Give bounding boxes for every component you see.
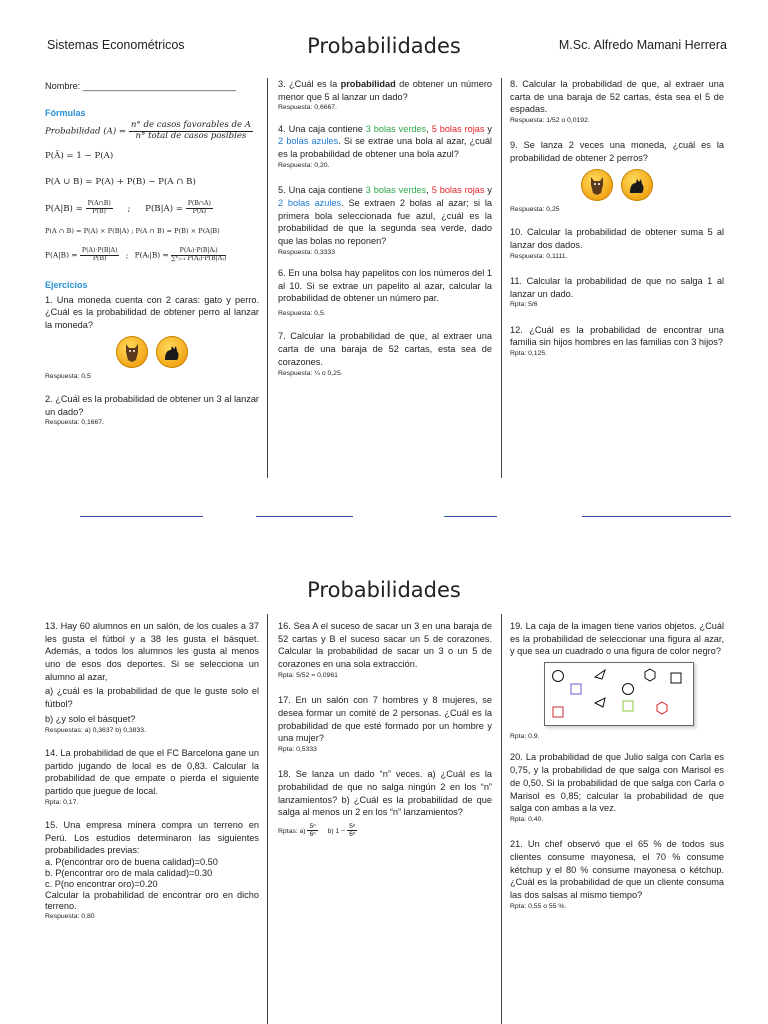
- formula-conditional: P(A|B) = $\frac{P(A\cap B)}{P(B)}$ ; P(B|A) = $\frac{P(B\cap A)}{P(A)}$: [45, 199, 211, 215]
- question-13a: a) ¿cuál es la probabilidad de que le guste solo el fútbol?: [45, 686, 259, 710]
- answer-4: Respuesta: 0,20.: [278, 161, 330, 169]
- column-5: [278, 620, 492, 839]
- question-14: 14. La probabilidad de que el FC Barcelona gane un partido jugando de local es de 0,83. Calcular la probabilidad de que empate o pierda el siguiente partido que juegue de local.: [45, 747, 259, 796]
- question-4: 4. Una caja contiene 3 bolas verdes, 5 bolas rojas y 2 bolas azules. Si se extrae una bola al azar, ¿cuál es la probabilidad de obtener una bola azul?: [278, 123, 493, 160]
- triangle-black-icon: [593, 695, 607, 709]
- question-3: 3. ¿Cuál es la probabilidad de obtener un número menor que 5 al lanzar un dado?: [278, 79, 492, 102]
- question-17: 17. En un salón con 7 hombres y 8 mujeres, se desea formar un comité de 2 personas. ¿Cuál es la probabilidad de que esté formado por un hombre y una mujer?: [278, 695, 492, 744]
- answer-7: Respuesta: ¼ o 0,25.: [278, 369, 343, 377]
- answer-3: Respuesta: 0,6667.: [278, 104, 337, 112]
- question-16: 16. Sea A el suceso de sacar un 3 en una baraja de 52 cartas y B el suceso sacar un 5 de corazones. Calcular la probabilidad de sacar un 3 o un 5 de corazones en una sola extracción.: [278, 621, 492, 670]
- answer-19: Rpta: 0,9.: [510, 733, 540, 741]
- formula-union: P(A ∪ B) = P(A) + P(B) − P(A ∩ B): [45, 176, 196, 187]
- answer-20: Rpta: 0,40.: [510, 815, 544, 823]
- question-2: 2. ¿Cuál es la probabilidad de obtener un 3 al lanzar un dado?: [45, 393, 259, 417]
- answer-1: Respuesta: 0,5: [45, 372, 91, 380]
- answer-18: Rptas: a) $\frac{\text{5ⁿ}}{\text{6ⁿ}}$ b) 1 − $\frac{\text{5ⁿ}}{\text{6ⁿ}}$: [278, 823, 356, 839]
- divider-top-1: [267, 78, 268, 478]
- page-title: Probabilidades: [307, 34, 461, 58]
- answer-16: Rpta: 5/52 = 0,0961: [278, 671, 338, 679]
- question-15c: c. P(no encontrar oro)=0.20: [45, 879, 158, 890]
- formula-complement: P(Ā) = 1 − P(A): [45, 151, 114, 161]
- blank-line-2: [256, 516, 353, 517]
- answer-11: Rpta: 5/6: [510, 301, 538, 309]
- square-red-icon: [551, 705, 565, 719]
- formula-classical: Probabilidad (A) = $\frac{\text{n° de casos favorables de A}}{\text{n° total de casos posibles}}$: [45, 120, 251, 141]
- formulas-heading: Fórmulas: [45, 107, 86, 118]
- column-3: [510, 78, 724, 358]
- divider-top-2: [501, 78, 502, 478]
- triangle-black-icon: [593, 667, 607, 681]
- question-18: 18. Se lanza un dado “n” veces. a) ¿Cuál es la probabilidad de que no salga ningún 2 en los “n” lanzamientos? b) ¿Cuál es la probabilidad de que salga al menos un 2 en los “n” lanzamientos?: [278, 769, 492, 818]
- answer-9: Respuesta: 0,25: [510, 205, 560, 213]
- name-field-label: Nombre: ______________________________: [45, 81, 237, 91]
- question-8: 8. Calcular la probabilidad de que, al extraer una carta de una baraja de 52 cartas, ésta sea el 5 de espadas.: [510, 79, 724, 115]
- blank-line-4: [582, 516, 731, 517]
- question-12: 12. ¿Cuál es la probabilidad de encontrar una familia sin hijos hombres en las familias con 3 hijos?: [510, 324, 724, 348]
- question-13b: b) ¿y solo el básquet?: [45, 713, 136, 724]
- formula-multiplication: P(A ∩ B) = P(A) × P(B|A) ; P(A ∩ B) = P(B) × P(A|B): [45, 227, 220, 236]
- dog-coin-icon: [581, 169, 613, 201]
- question-20: 20. La probabilidad de que Julio salga con Carla es 0,75, y la probabilidad de que salga con Marisol es de 0,50. Si la probabilidad de que salga con Carla o Marisol es 0,85; calcular la probabilidad de que salga con ambas a la vez.: [510, 752, 724, 814]
- circle-black-icon: [621, 682, 635, 696]
- course-name: Sistemas Econométricos: [47, 38, 185, 52]
- exercises-heading: Ejercicios: [45, 280, 88, 291]
- formula-bayes: P(A|B) = $\frac{P(A)\cdot P(B|A)}{P(B)}$ ; P(Aᵢ|B) = $\frac{\text{P(Aᵢ)·P(B|Aᵢ)}}{\text{∑ⁿⱼ₌₁ P(Aⱼ)·P(B|Aⱼ)}}$: [45, 247, 227, 263]
- answer-13: Respuestas: a) 0,3637 b) 0,3833.: [45, 726, 146, 734]
- answer-12: Rpta: 0,125.: [510, 350, 548, 358]
- divider-bottom-2: [501, 614, 502, 1024]
- answer-14: Rpta: 0,17.: [45, 798, 79, 806]
- circle-black-icon: [551, 669, 565, 683]
- question-15b: b. P(encontrar oro de mala calidad)=0.30: [45, 868, 213, 879]
- question-1: 1. Una moneda cuenta con 2 caras: gato y perro. ¿Cuál es la probabilidad de obtener perro al lanzar la moneda?: [45, 294, 259, 330]
- square-green-icon: [621, 699, 635, 713]
- dog-coin-icon: [116, 336, 148, 368]
- coins-image-1: [45, 336, 259, 368]
- question-19: 19. La caja de la imagen tiene varios objetos. ¿Cuál es la probabilidad de seleccionar una figura al azar, y que sea un cuadrado o una figura de color negro?: [510, 621, 724, 657]
- question-6: 6. En una bolsa hay papelitos con los números del 1 al 10. Si se extrae un papelito al azar, calcular la probabilidad de obtener un número par.: [278, 268, 492, 304]
- answer-21: Rpta: 0,55 o 55 %.: [510, 902, 567, 910]
- question-7: 7. Calcular la probabilidad de que, al extraer una carta de una baraja de 52 cartas, esta sea de corazones.: [278, 331, 492, 367]
- question-15a: a. P(encontrar oro de buena calidad)=0.50: [45, 857, 218, 868]
- answer-2: Respuesta: 0,1667.: [45, 419, 104, 427]
- shapes-box-image: [544, 662, 694, 726]
- column-4: [45, 620, 259, 922]
- square-black-icon: [669, 671, 683, 685]
- question-15: 15. Una empresa minera compra un terreno en Perú. Los estudios determinaron las siguientes probabilidades previas:: [45, 820, 259, 856]
- hexagon-black-icon: [643, 668, 657, 682]
- cat-coin-icon: [621, 169, 653, 201]
- answer-15: Respuesta: 0,80: [45, 913, 95, 921]
- coins-image-2: [510, 169, 724, 201]
- answer-17: Rpta: 0,5333: [278, 745, 317, 753]
- question-21: 21. Un chef observó que el 65 % de todos sus clientes consume mayonesa, el 70 % consume kétchup y el 80 % consume mayonesa o kétchup. ¿Cuál es la probabilidad de que un cliente consuma las dos salsas al mismo tiempo?: [510, 839, 724, 900]
- answer-6: Respuesta: 0,5.: [278, 310, 326, 318]
- blank-line-3: [444, 516, 497, 517]
- answer-5: Respuesta: 0,3333: [278, 248, 336, 256]
- answer-8: Respuesta: 1/52 o 0,0192.: [510, 117, 590, 125]
- question-9: 9. Se lanza 2 veces una moneda, ¿cuál es la probabilidad de obtener 2 perros?: [510, 140, 724, 164]
- question-15d: Calcular la probabilidad de encontrar oro en dicho terreno.: [45, 890, 259, 912]
- question-11: 11. Calcular la probabilidad de que no salga 1 al lanzar un dado.: [510, 275, 724, 299]
- divider-bottom-1: [267, 614, 268, 1024]
- answer-10: Respuesta: 0,1111.: [510, 252, 568, 260]
- author-name: M.Sc. Alfredo Mamani Herrera: [558, 38, 727, 52]
- page-header: [0, 30, 768, 70]
- question-13: 13. Hay 60 alumnos en un salón, de los cuales a 37 les gusta el fútbol y a 38 les gusta el básquet. Además, a todos los alumnos les gusta al menos uno de esos dos deportes. Si se selecciona un alumno al azar,: [45, 621, 259, 682]
- cat-coin-icon: [156, 336, 188, 368]
- question-5: 5. Una caja contiene 3 bolas verdes, 5 bolas rojas y 2 bolas azules. Se extraen 2 bolas al azar; si la primera bola seleccionada fue azul, ¿cuál es la probabilidad de que la segunda sea verde, dado que las bolas no reponen?: [278, 185, 493, 246]
- column-6: [510, 620, 724, 911]
- question-10: 10. Calcular la probabilidad de obtener suma 5 al lanzar dos dados.: [510, 227, 724, 250]
- page-title-2: Probabilidades: [307, 578, 461, 602]
- column-1: [45, 80, 259, 428]
- hexagon-red-icon: [655, 701, 669, 715]
- square-blue-icon: [569, 682, 583, 696]
- blank-line-1: [80, 516, 203, 517]
- column-2: [278, 78, 492, 378]
